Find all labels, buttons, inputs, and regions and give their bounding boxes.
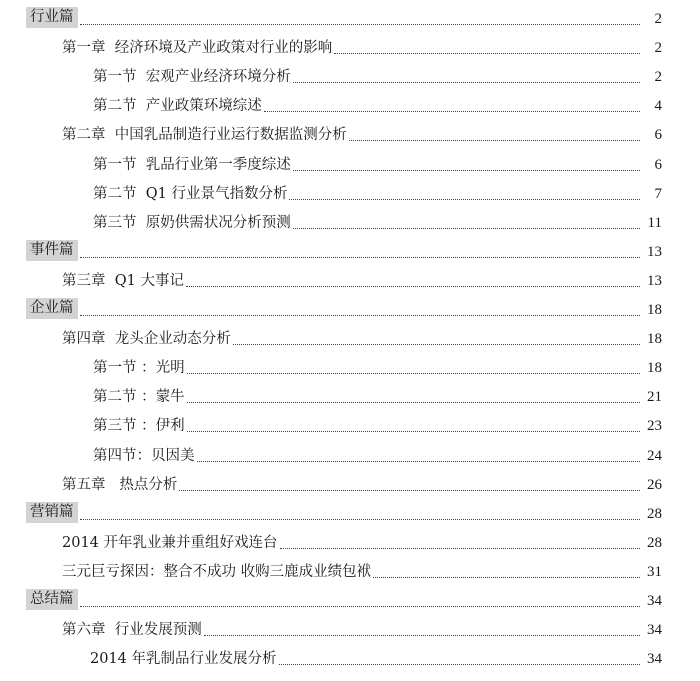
toc-section-label: 营销篇 <box>26 502 78 523</box>
toc-entry-row[interactable] <box>0 439 700 468</box>
toc-entry-row[interactable] <box>0 555 700 584</box>
toc-entry-label: 第一节 宏观产业经济环境分析 <box>93 69 291 86</box>
toc-page-number: 34 <box>647 593 662 609</box>
toc-entry-row[interactable] <box>0 468 700 497</box>
toc-entry-label: 第二章 中国乳品制造行业运行数据监测分析 <box>62 127 347 144</box>
toc-entry-row[interactable] <box>0 31 700 60</box>
toc-page-number: 4 <box>654 98 662 115</box>
toc-entry[interactable] <box>0 98 700 115</box>
toc-entry-row[interactable] <box>0 264 700 293</box>
toc-entry-label: 第三节 原奶供需状况分析预测 <box>93 214 291 231</box>
toc-section-row[interactable] <box>0 584 700 613</box>
toc-page-number: 18 <box>647 331 662 348</box>
toc-entry[interactable] <box>0 651 700 668</box>
toc-page-number: 6 <box>654 127 662 144</box>
toc-entry-label: 第一章 经济环境及产业政策对行业的影响 <box>62 40 333 57</box>
toc-entry-label: 第二节 Q1 行业景气指数分析 <box>93 185 288 202</box>
toc-entry-label: 第三章 Q1 大事记 <box>62 272 184 289</box>
dot-leader <box>80 605 641 607</box>
toc-entry-label: 第五章 热点分析 <box>62 476 178 493</box>
toc-entry[interactable] <box>0 298 700 319</box>
toc-entry-label: 第四章 龙头企业动态分析 <box>62 331 231 348</box>
toc-section-label: 总结篇 <box>26 589 78 610</box>
toc-entry[interactable] <box>0 69 700 86</box>
toc-entry[interactable] <box>0 331 700 348</box>
toc-page-number: 26 <box>647 476 662 493</box>
toc-section-label: 事件篇 <box>26 240 78 261</box>
toc-page-number: 23 <box>647 418 662 435</box>
toc-entry-row[interactable] <box>0 380 700 409</box>
toc-entry[interactable] <box>0 589 700 610</box>
dot-leader <box>349 139 640 141</box>
dot-leader <box>289 198 640 200</box>
toc-entry-row[interactable] <box>0 351 700 380</box>
toc-page-number: 11 <box>647 214 662 231</box>
toc-entry[interactable] <box>0 40 700 57</box>
toc-entry[interactable] <box>0 157 700 174</box>
toc-page-number: 34 <box>647 651 662 668</box>
toc-entry[interactable] <box>0 360 700 377</box>
toc-page-number: 24 <box>647 447 662 464</box>
toc-entry-label: 第二节 ：蒙牛 <box>93 389 185 406</box>
toc-entry[interactable] <box>0 240 700 261</box>
toc-section-label: 企业篇 <box>26 298 78 319</box>
toc-entry[interactable] <box>0 186 700 203</box>
dot-leader <box>373 576 640 578</box>
toc-entry[interactable] <box>0 127 700 144</box>
toc-section-row[interactable] <box>0 497 700 526</box>
dot-leader <box>293 81 640 83</box>
toc-entry-row[interactable] <box>0 118 700 147</box>
toc-entry[interactable] <box>0 448 700 465</box>
dot-leader <box>187 401 640 403</box>
toc-page-number: 34 <box>647 622 662 639</box>
toc-entry[interactable] <box>0 389 700 406</box>
dot-leader <box>80 256 641 258</box>
dot-leader <box>80 314 641 316</box>
toc-entry-row[interactable] <box>0 89 700 118</box>
toc-entry-label: 第二节 产业政策环境综述 <box>93 98 262 115</box>
toc-entry[interactable] <box>0 477 700 494</box>
dot-leader <box>293 169 640 171</box>
toc-section-row[interactable] <box>0 2 700 31</box>
toc-entry-row[interactable] <box>0 642 700 671</box>
toc-entry-row[interactable] <box>0 148 700 177</box>
toc-page-number: 28 <box>647 534 662 551</box>
toc-entry-label: 2014 年乳制品行业发展分析 <box>90 651 277 668</box>
dot-leader <box>186 285 640 287</box>
toc-page-number: 21 <box>647 389 662 406</box>
toc-entry-row[interactable] <box>0 177 700 206</box>
toc-page-number: 18 <box>647 360 662 377</box>
toc-entry-label: 三元巨亏探因：整合不成功 收购三鹿成业绩包袱 <box>62 563 372 580</box>
toc-entry-row[interactable] <box>0 409 700 438</box>
toc-entry[interactable] <box>0 502 700 523</box>
toc-page-number: 18 <box>647 302 662 318</box>
toc-page-number: 28 <box>647 505 662 522</box>
dot-leader <box>293 227 640 229</box>
dot-leader <box>279 663 640 665</box>
dot-leader <box>197 460 641 462</box>
toc-entry-row[interactable] <box>0 526 700 555</box>
toc-page-number: 7 <box>654 185 662 202</box>
toc-entry-label: 第四节：贝因美 <box>93 447 195 464</box>
toc-page-number: 31 <box>647 563 662 580</box>
toc-entry[interactable] <box>0 7 700 28</box>
toc-entry[interactable] <box>0 535 700 552</box>
toc-entry[interactable] <box>0 215 700 232</box>
dot-leader <box>334 52 640 54</box>
dot-leader <box>80 23 641 25</box>
dot-leader <box>80 518 641 520</box>
toc-section-label: 行业篇 <box>26 7 78 28</box>
toc-entry[interactable] <box>0 273 700 290</box>
toc-section-row[interactable] <box>0 235 700 264</box>
dot-leader <box>233 343 640 345</box>
dot-leader <box>187 372 640 374</box>
toc-entry-label: 第一节 乳品行业第一季度综述 <box>93 156 291 173</box>
toc-entry[interactable] <box>0 564 700 581</box>
dot-leader <box>179 489 640 491</box>
dot-leader <box>280 547 640 549</box>
toc-entry-label: 第三节 ：伊利 <box>93 418 185 435</box>
toc-entry-label: 第一节 ：光明 <box>93 360 185 377</box>
toc-entry-row[interactable] <box>0 206 700 235</box>
toc-page-number: 13 <box>647 272 662 289</box>
toc-entry-row[interactable] <box>0 322 700 351</box>
dot-leader <box>204 634 640 636</box>
toc-entry[interactable] <box>0 418 700 435</box>
dot-leader <box>187 430 640 432</box>
toc-page-number: 6 <box>654 156 662 173</box>
dot-leader <box>264 110 640 112</box>
toc-entry-row[interactable] <box>0 60 700 89</box>
toc-section-row[interactable] <box>0 293 700 322</box>
toc-page-number: 2 <box>654 69 662 86</box>
toc-entry[interactable] <box>0 622 700 639</box>
toc-entry-row[interactable] <box>0 613 700 642</box>
toc-entry-label: 第六章 行业发展预测 <box>62 622 202 639</box>
toc-entry-label: 2014 开年乳业兼并重组好戏连台 <box>62 534 278 551</box>
toc-page-number: 2 <box>654 40 662 57</box>
toc-page-number: 13 <box>647 243 662 260</box>
toc-page-number: 2 <box>654 11 662 27</box>
